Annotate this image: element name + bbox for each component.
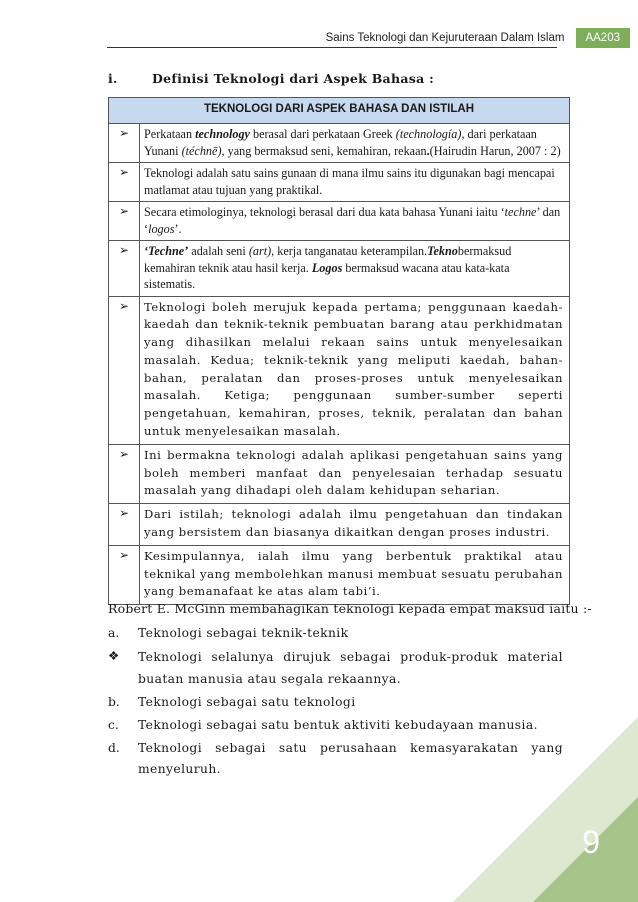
table-row — [109, 296, 570, 444]
list-text: Teknologi sebagai satu bentuk aktiviti kebudayaan manusia. — [138, 718, 538, 732]
table-row — [109, 202, 570, 241]
page-header — [326, 28, 630, 48]
section-title: Definisi Teknologi dari Aspek Bahasa : — [152, 71, 435, 86]
list-item — [108, 623, 563, 644]
table-row — [109, 504, 570, 546]
table-row — [109, 444, 570, 503]
course-title: Sains Teknologi dan Kejuruteraan Dalam Islam — [325, 32, 565, 44]
arrow-bullet-icon: ➢ — [109, 241, 140, 297]
arrow-bullet-icon: ➢ — [109, 504, 140, 546]
diamond-bullet-icon: ❖ — [108, 649, 120, 663]
table-row — [109, 124, 570, 163]
header-rule — [107, 47, 557, 48]
table-row — [109, 241, 570, 297]
table-row — [109, 545, 570, 604]
arrow-bullet-icon: ➢ — [109, 202, 140, 241]
row-text: Secara etimologinya, teknologi berasal dari dua kata bahasa Yunani iaitu ‘techne’ dan ‘logos’. — [140, 202, 570, 241]
row-text: Teknologi boleh merujuk kepada pertama; penggunaan kaedah-kaedah dan teknik-teknik pembuatan barang atau perkhidmatan yang dihasilkan melalui rekaan sains untuk menyelesaikan masalah. Kedua; teknik-teknik yang meliputi kaedah, bahan-bahan, peralatan dan proses-proses untuk menyelesaikan masalah. Ketiga; penggunaan sumber-sumber seperti pengetahuan, kemahiran, proses, teknik, peralatan dan bahan untuk menyelesaikan masalah. — [140, 296, 570, 444]
list-text: Teknologi sebagai teknik-teknik — [138, 626, 349, 640]
list-marker: c. — [108, 718, 119, 732]
table-header: TEKNOLOGI DARI ASPEK BAHASA DAN ISTILAH — [109, 98, 570, 124]
section-heading — [108, 71, 434, 86]
intro-paragraph: Robert E. McGinn membahagikan teknologi kepada empat maksud iaitu :- — [108, 601, 592, 616]
arrow-bullet-icon: ➢ — [109, 163, 140, 202]
row-text: Teknologi adalah satu sains gunaan di mana ilmu sains itu digunakan bagi mencapai matlamat atau tujuan yang praktikal. — [140, 163, 570, 202]
course-code-badge: AA203 — [576, 28, 630, 48]
list-marker: a. — [108, 626, 120, 640]
arrow-bullet-icon: ➢ — [109, 444, 140, 503]
list-item — [108, 646, 563, 690]
list-text: Teknologi selalunya dirujuk sebagai produk-produk material buatan manusia atau segala rekaannya. — [138, 650, 563, 686]
list-text: Teknologi sebagai satu teknologi — [138, 695, 356, 709]
arrow-bullet-icon: ➢ — [109, 545, 140, 604]
list-marker: d. — [108, 741, 120, 755]
row-text: Perkataan technology berasal dari perkataan Greek (technología), dari perkataan Yunani (téchnē), yang bermaksud seni, kemahiran, rekaan.(Hairudin Harun, 2007 : 2) — [140, 124, 570, 163]
list-text: Teknologi sebagai satu perusahaan kemasyarakatan yang menyeluruh. — [138, 741, 563, 776]
definition-table — [108, 97, 570, 605]
page-corner-decoration — [438, 702, 638, 902]
row-text: Kesimpulannya, ialah ilmu yang berbentuk praktikal atau teknikal yang membolehkan manusi membuat sesuatu perubahan yang bemanafaat ke atas alam tabi’i. — [140, 545, 570, 604]
list-marker: b. — [108, 695, 120, 709]
row-text: ‘Techne’ adalah seni (art), kerja tanganatau keterampilan.Teknobermaksud kemahiran teknik atau hasil kerja. Logos bermaksud wacana atau kata-kata sistematis. — [140, 241, 570, 297]
table-header-row — [109, 98, 570, 124]
table-row — [109, 163, 570, 202]
row-text: Dari istilah; teknologi adalah ilmu pengetahuan dan tindakan yang bersistem dan biasanya dikaitkan dengan proses industri. — [140, 504, 570, 546]
arrow-bullet-icon: ➢ — [109, 296, 140, 444]
page-number: 9 — [582, 824, 600, 860]
arrow-bullet-icon: ➢ — [109, 124, 140, 163]
row-text: Ini bermakna teknologi adalah aplikasi pengetahuan sains yang boleh memberi manfaat dan penyelesaian terhadap sesuatu masalah yang dihadapi oleh dalam kehidupan seharian. — [140, 444, 570, 503]
section-number: i. — [108, 71, 118, 86]
